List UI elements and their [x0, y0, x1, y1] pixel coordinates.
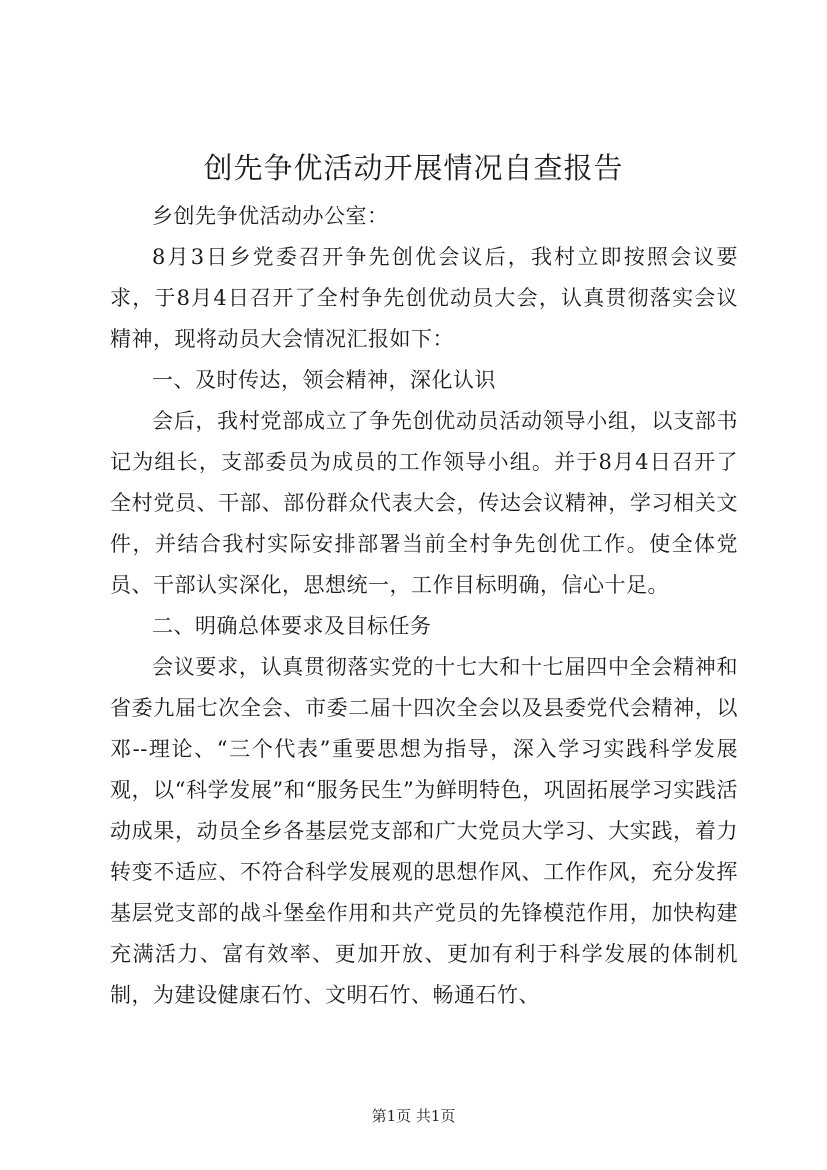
section-heading-1: 一、及时传达，领会精神，深化认识 — [152, 368, 496, 392]
page-footer: 第1页 共1页 — [371, 1107, 456, 1125]
salutation: 乡创先争优活动办公室： — [152, 204, 389, 228]
section-heading-2: 二、明确总体要求及目标任务 — [152, 614, 432, 638]
section-paragraph-2: 会议要求，认真贯彻落实党的十七大和十七届四中全会精神和省委九届七次全会、市委二届十四次全会以及县委党代会精神，以邓--理论、“三个代表”重要思想为指导，深入学习实践科学发展观，以“科学发展”和“服务民生”为鲜明特色，巩固拓展学习实践活动成果，动员全乡各基层党支部和广大党员大学习、大实践，着力转变不适应、不符合科学发展观的思想作风、工作作风，充分发挥基层党支部的战斗堡垒作用和共产党员的先锋模范作用，加快构建充满活力、富有效率、更加开放、更加有利于科学发展的体制机制，为建设健康石竹、文明石竹、畅通石竹、 — [110, 655, 738, 1007]
document-body — [110, 196, 738, 1016]
document-title: 创先争优活动开展情况自查报告 — [203, 151, 624, 185]
section-paragraph-1: 会后，我村党部成立了争先创优动员活动领导小组，以支部书记为组长，支部委员为成员的工作领导小组。并于8月4日召开了全村党员、干部、部份群众代表大会，传达会议精神，学习相关文件，并结合我村实际安排部署当前全村争先创优工作。使全体党员、干部认实深化，思想统一，工作目标明确，信心十足。 — [110, 409, 738, 597]
intro-paragraph: 8月3日乡党委召开争先创优会议后，我村立即按照会议要求，于8月4日召开了全村争先创优动员大会，认真贯彻落实会议精神，现将动员大会情况汇报如下： — [110, 245, 738, 351]
